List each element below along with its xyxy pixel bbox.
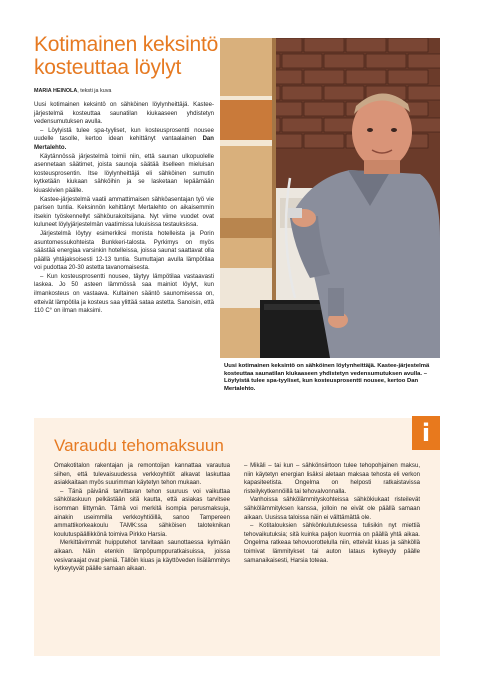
info-icon: i [412, 416, 440, 450]
info-paragraph: – Tänä päivänä tarvittavan tehon suuruus voi vaikuttaa sähkölaskuun pelkästään sitä kautta, että asiakas tarvitsee isomman liittymän. Tämä voi merkitä isompia perusmaksuja, ainakin useimmilla verkkoyhtiöillä, sanoo Tampereen ammattikorkeakoulu TAMK:ssa sähköisen taloteknikan koulutuspäällikkönä toimiva Pirkko Harsia. [54, 488, 230, 538]
article-paragraph: Kastee-järjestelmä vaatii ammattimaisen sähköasentajan työ vie parisen tuntia. Keksinnön kehittänyt Mertalehto on aikaisemmin itsekin työskennellyt sähköurakoitsijana. Nyt viime vuodet ovat kuluneet löylyjärjestelmän vaatimissa lukuisissa testauksissa. [34, 196, 214, 229]
person-name: Dan Mertalehto. [34, 136, 214, 151]
info-paragraph: Omakotitalon rakentajan ja remontoijan kannattaa varautua siihen, että tulevaisuudessa verkkoyhtiöt alkavat laskuttaa asiakkaitaan myös suurimman käytetyn tehon mukaan. [54, 463, 230, 487]
photo-caption: Uusi kotimainen keksintö on sähköinen löylynheittäjä. Kastee-järjestelmä kosteuttaa saunatilan kiukaaseen yhdistetyn vedensumutuksen avulla. – Löylyistä tulee spa-tyyliset, kun kosteusprosentti nousee, kertoo Dan Mertalehto. [224, 363, 430, 392]
info-box-right-column [244, 462, 420, 565]
byline [34, 88, 234, 94]
info-paragraph: Vanhoissa sähkölämmityskohteissa sähkökiukaat risteilevät sähkölämmityksen kanssa, jolloin ne eivät ole päällä samaan aikaan. Uusissa taloissa näin ei välttämättä ole. [244, 497, 420, 521]
info-box-title: Varaudu tehomaksuun [54, 436, 224, 455]
byline-author: MARIA HEINOLA [34, 88, 78, 94]
info-paragraph: – Mikäli – tai kun – sähkönsiirtoon tulee tehopohjainen maksu, niin käytetyn energian lisäksi aletaan maksaa tehosta eli verkon kapasiteetista. Ongelma on helposti ratkaistavissa risteilykytkennöillä tai tehovalvonnalla. [244, 463, 420, 495]
info-box [34, 418, 440, 656]
byline-role: , teksti ja kuva [77, 88, 112, 94]
article-paragraph: – Kun kosteusprosentti nousee, täytyy lämpötilaa vastaavasti laskea. Jo 50 asteen lämmössä saa mainiot löylyt, kun ilmankosteus on vastaava. Kultainen sääntö saunomisessa on, etteivät lämpötila ja kosteus saa ylittää sataa astetta. Sanoisin, että 110 C° on ilman maksimi. [34, 273, 214, 315]
article-paragraph: Käytännössä järjestelmä toimii niin, että saunan ulkopuolelle asennetaan säätimet, joista saunoja säätää itselleen mieluisan kosteusprosentin. Itse löylynheittäjä eli sähköinen sumutin kytketään kiukaan sähköihin ja se lasketaan lepäämään kiuaskivien päälle. [34, 153, 214, 194]
info-box-left-column [54, 462, 230, 574]
info-paragraph: Merkittävimmät huipputehot tarvitaan saunottaessa kylmään aikaan. Näin etenkin lämpöpumppuratkaisuissa, joissa vesivaraajat ovat pieniä. Tällöin kiuas ja käyttöveden lisälämmitys kytkeytyvät päälle samaan aikaan. [54, 540, 230, 573]
article-photo [220, 38, 440, 358]
article-title: Kotimainen keksintö kosteuttaa löylyt [34, 33, 219, 79]
info-paragraph: – Kotitalouksien sähkönkulutuksessa tulisikin nyt miettiä tehovaikutuksia; sitä kuinka paljon kuormia on päällä yhtä aikaa. Ongelma ratkeaa tehovuorottelulla niin, etteivät kiuas ja sähköllä toimivat lämmitykset tai auton lataus kytkeydy päälle samanaikaisesti, Harsia toteaa. [244, 523, 420, 564]
photo-illustration [220, 38, 440, 358]
article-paragraph: – Löylyistä tulee spa-tyyliset, kun kosteusprosentti nousee uudelle tasolle, kertoo idean kehittänyt vantaalainen Dan Mertalehto. [34, 127, 214, 151]
article-body [34, 101, 214, 316]
article-paragraph: Järjestelmä löytyy esimerkiksi monista hotelleista ja Porin asuntomessukohteista Bunkkeri-talosta. Pyrkimys on myös säästää energiaa varsinkin hotelleissa, joissa saunat saattavat olla päällä yhtäjaksoisesti 12-13 tuntia. Sumuttajan avulla lämpötilaa voi pudottaa 20-30 astetta tavanomaisesta. [34, 230, 214, 272]
article-paragraph: Uusi kotimainen keksintö on sähköinen löylynheittäjä. Kastee-järjestelmä kosteuttaa saunatilan kiukaaseen yhdistetyn vedensumutuksen avulla. [34, 102, 214, 126]
